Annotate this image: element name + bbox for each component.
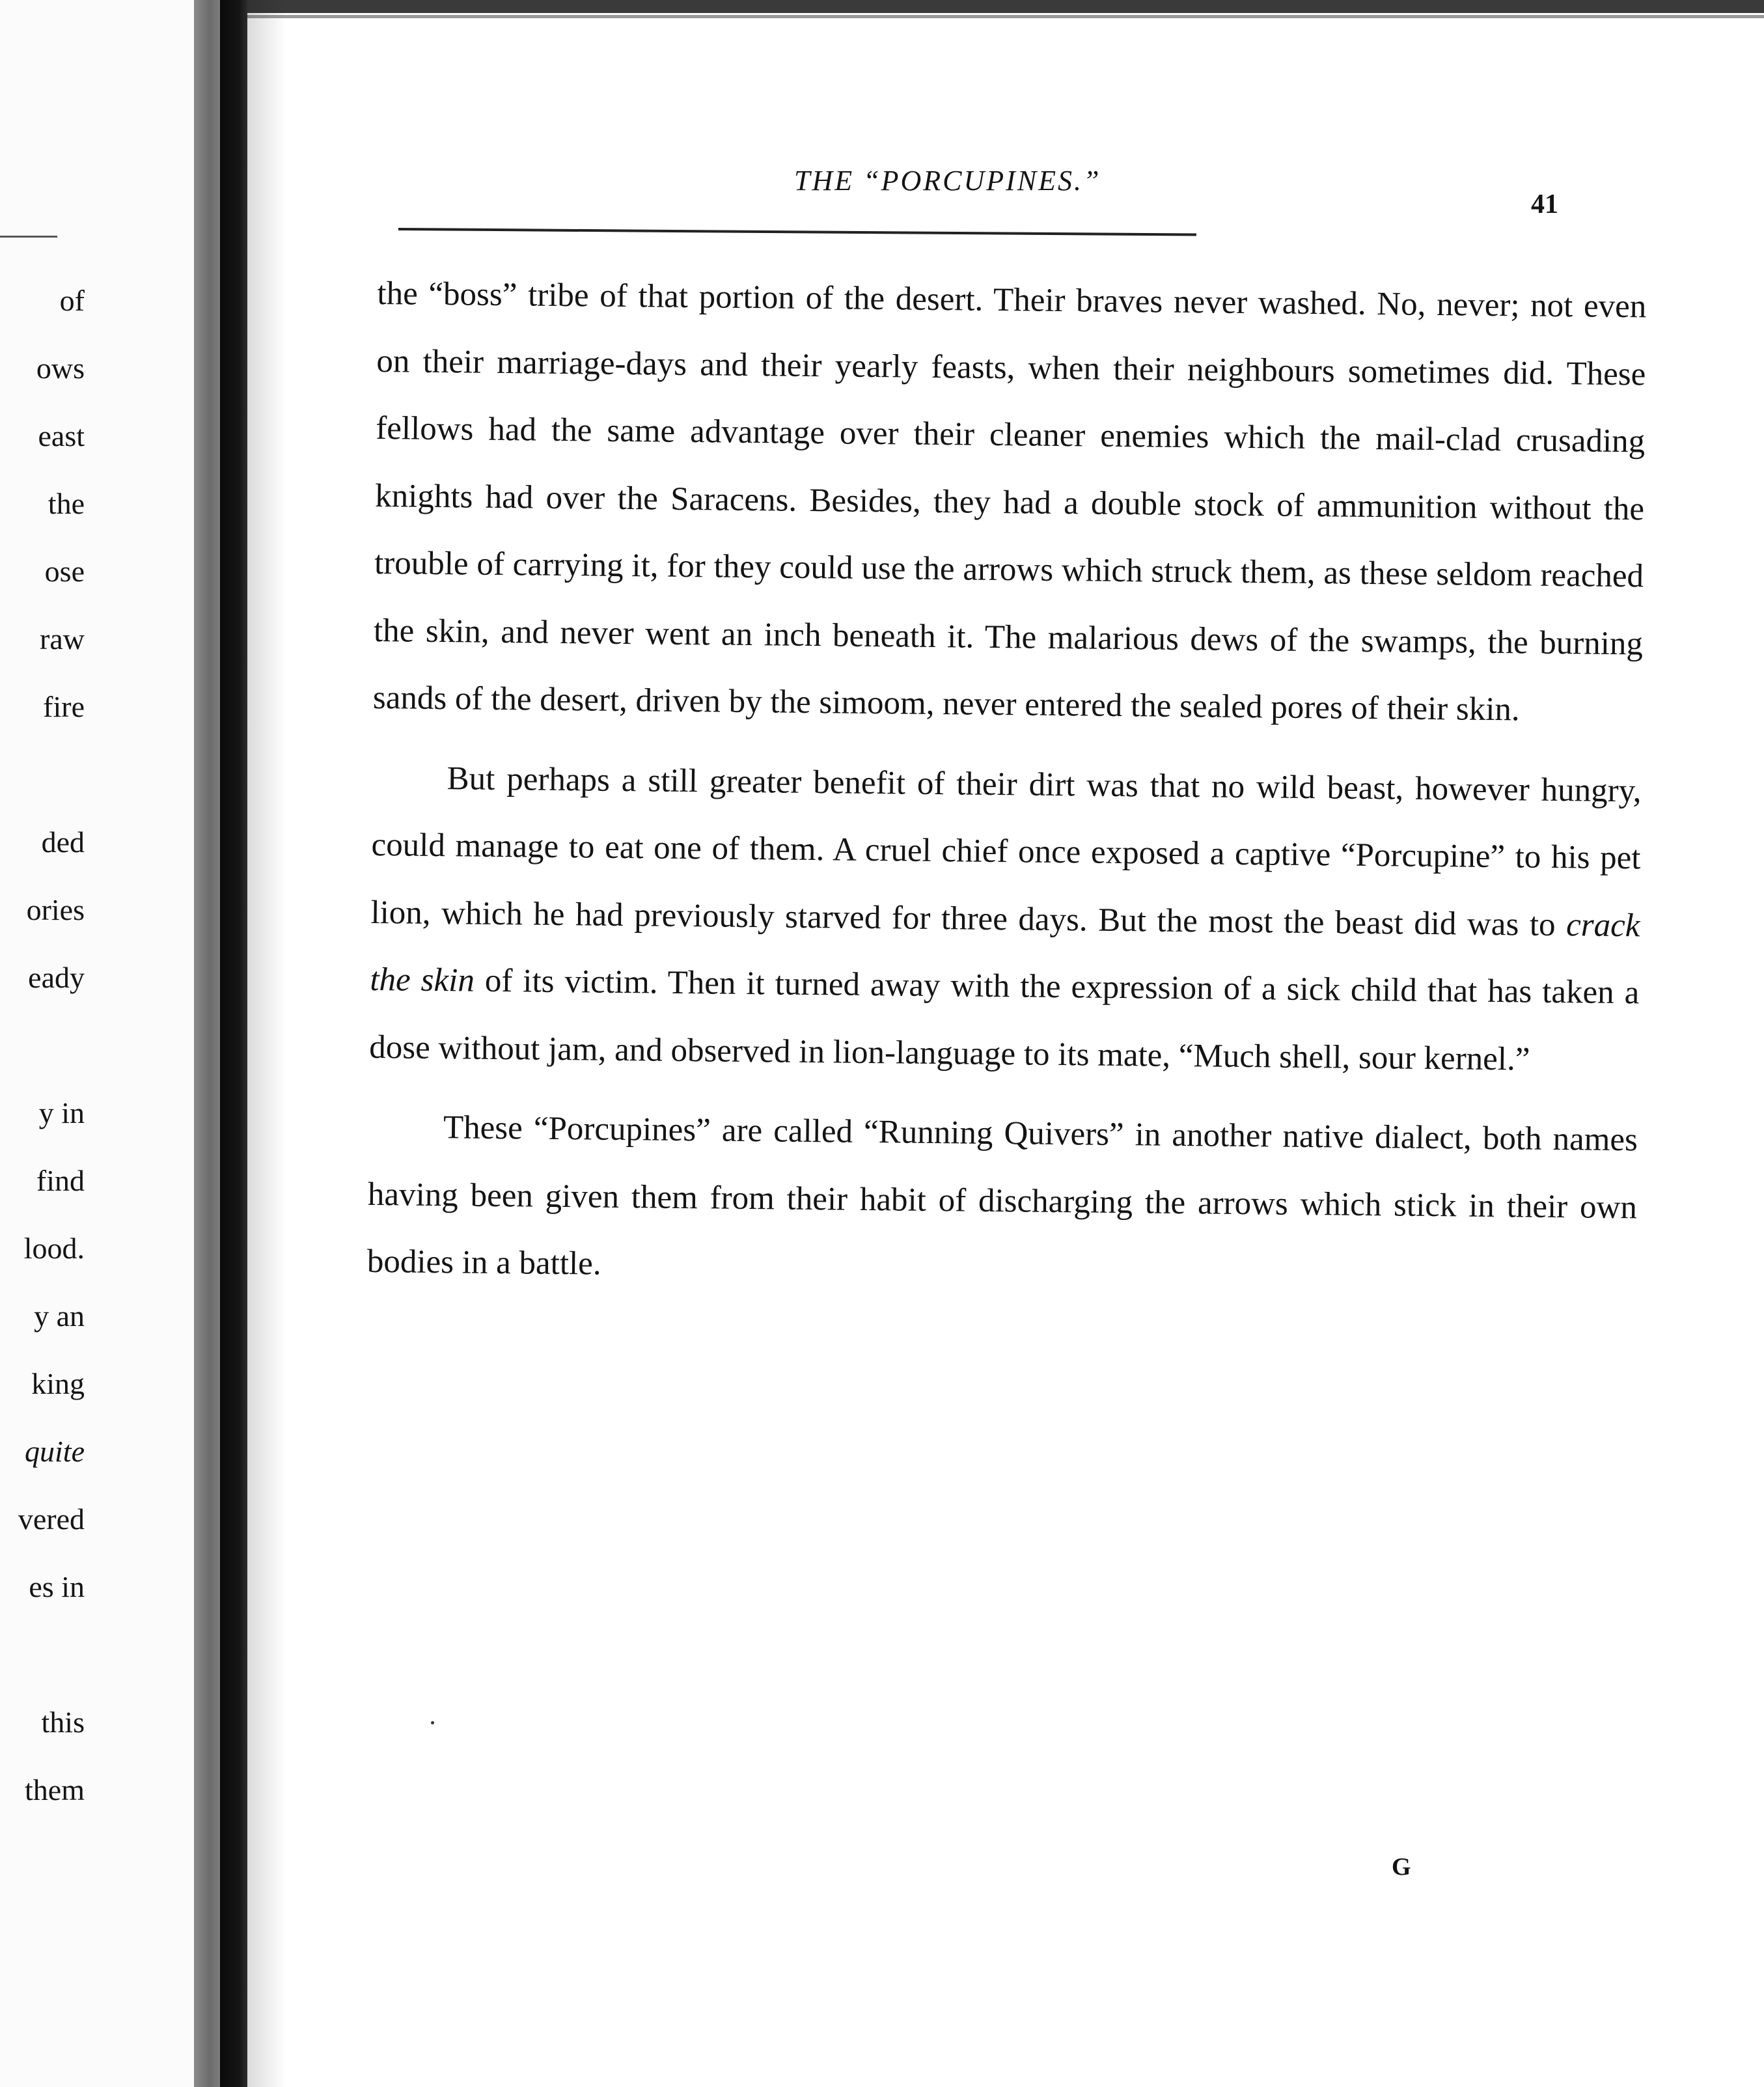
paragraph-text: These “Porcupines” are called “Running Quivers” in another native dialect, both names having been given them from their habit of discharging the arrows which stick in their own bodies in a battle. bbox=[366, 1109, 1638, 1282]
fragment-line: ows bbox=[36, 352, 85, 385]
fragment-line: the bbox=[48, 487, 85, 520]
page-number: 41 bbox=[1531, 189, 1558, 219]
fragment-line bbox=[0, 1621, 85, 1689]
gutter-shadow bbox=[247, 0, 286, 2087]
book-page-right bbox=[286, 0, 1764, 2087]
italic-phrase: crack the skin bbox=[370, 906, 1640, 999]
paragraph bbox=[366, 1094, 1638, 1309]
facing-page-line-fragments bbox=[0, 267, 85, 1824]
paragraph-text: But perhaps a still greater benefit of their dirt was that no wild beast, however hungry, could manage to eat one of them. A cruel chief once exposed a captive “Porcupine” to his pet lion, which he had previously starved for three days. But the most the beast did was to bbox=[370, 760, 1642, 943]
fragment-line: king bbox=[31, 1367, 85, 1400]
fragment-line: raw bbox=[40, 622, 85, 656]
running-head: THE “PORCUPINES.” bbox=[794, 165, 1101, 197]
facing-page-left bbox=[0, 0, 194, 2087]
paragraph bbox=[372, 260, 1646, 745]
facing-page-head-rule bbox=[0, 236, 57, 238]
fragment-line: ories bbox=[26, 893, 85, 926]
paragraph-text: the “boss” tribe of that portion of the desert. Their braves never washed. No, never; not even on their marriage-days and their yearly feasts, when their neighbours sometimes did. These fellows had the same advantage over their cleaner enemies which the mail-clad crusading knights had over the Saracens. Besides, they had a double stock of ammunition without the trouble of carrying it, for they could use the arrows which struck them, as these seldom reached the skin, and never went an inch beneath it. The malarious dews of the swamps, the burning sands of the desert, driven by the simoom, never entered the sealed pores of their skin. bbox=[372, 275, 1647, 728]
fragment-line: find bbox=[36, 1164, 85, 1197]
fragment-line: eady bbox=[28, 961, 85, 994]
fragment-line: es in bbox=[29, 1570, 85, 1603]
fragment-line: east bbox=[38, 419, 85, 452]
scan-speck bbox=[431, 1721, 434, 1724]
fragment-line bbox=[0, 1012, 85, 1079]
fragment-line: of bbox=[59, 284, 85, 317]
fragment-line: this bbox=[41, 1706, 85, 1739]
body-text bbox=[366, 260, 1647, 1309]
fragment-line: y an bbox=[34, 1299, 85, 1333]
fragment-line: y in bbox=[38, 1096, 85, 1129]
binding-edge bbox=[194, 0, 220, 2087]
fragment-line: fire bbox=[43, 690, 85, 723]
signature-mark: G bbox=[1392, 1853, 1411, 1881]
fragment-line: them bbox=[25, 1773, 85, 1806]
fragment-line: quite bbox=[25, 1435, 85, 1468]
fragment-line: vered bbox=[18, 1502, 85, 1536]
paragraph-text: of its victim. Then it turned away with the expression of a sick child that has taken a dose without jam, and observed in lion-language to its mate, “Much shell, sour kernel.” bbox=[369, 962, 1640, 1078]
fragment-line: ose bbox=[44, 555, 85, 588]
book-gutter bbox=[220, 0, 247, 2087]
paragraph bbox=[369, 744, 1642, 1094]
fragment-line bbox=[0, 741, 85, 809]
header-rule bbox=[398, 228, 1196, 236]
fragment-line: ded bbox=[41, 825, 85, 859]
fragment-line: lood. bbox=[23, 1232, 85, 1265]
